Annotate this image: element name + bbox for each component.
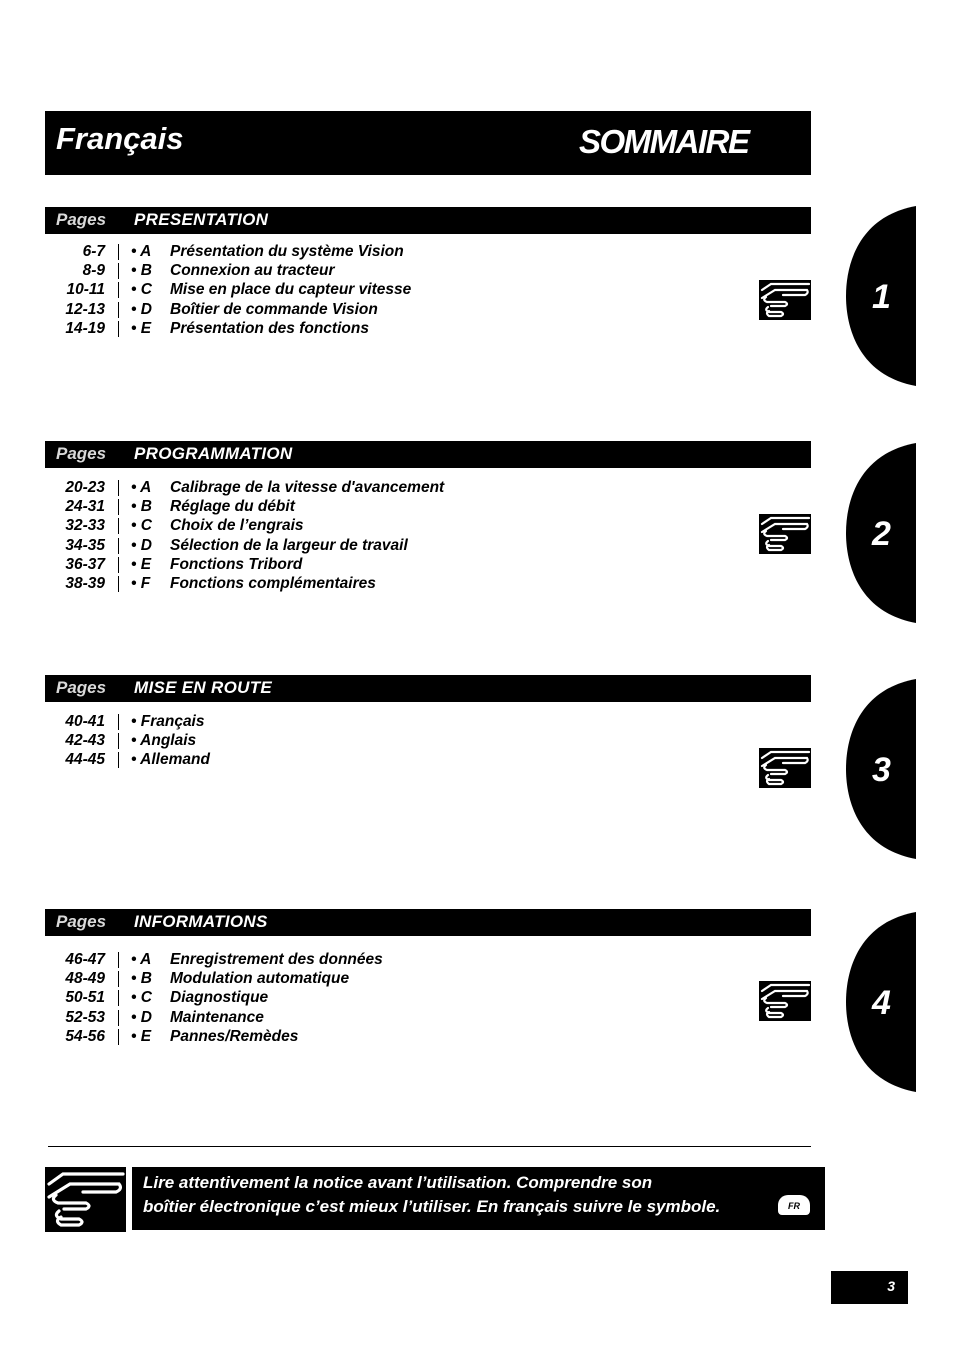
fr-badge: FR xyxy=(778,1195,810,1215)
section-bar-programmation xyxy=(45,441,811,468)
tab-number: 2 xyxy=(872,515,891,553)
section-list-mise-en-route xyxy=(45,712,745,770)
list-item[interactable]: 32-33 • C Choix de l’engrais xyxy=(65,517,304,535)
list-item[interactable]: 34-35 • D Sélection de la largeur de travail xyxy=(65,536,408,554)
list-item[interactable]: 46-47 • A Enregistrement des données xyxy=(65,951,383,968)
tab-number: 1 xyxy=(872,278,891,316)
section-title: INFORMATIONS xyxy=(134,912,268,931)
section-bar-mise-en-route xyxy=(45,675,811,702)
page-title: SOMMAIRE xyxy=(579,123,749,160)
instruction-note xyxy=(132,1167,825,1230)
list-item[interactable]: 10-11 • C Mise en place du capteur vitesse xyxy=(66,281,412,299)
pointing-hand-icon xyxy=(759,748,811,788)
tab-number: 3 xyxy=(872,751,891,789)
pages-label: Pages xyxy=(56,444,107,463)
list-item[interactable]: 14-19 • E Présentation des fonctions xyxy=(65,319,369,337)
section-title: PRESENTATION xyxy=(134,210,269,229)
note-line-1: Lire attentivement la notice avant l’utilisation. Comprendre son xyxy=(143,1173,653,1192)
section-bar-informations xyxy=(45,909,811,936)
list-item[interactable]: 48-49 • B Modulation automatique xyxy=(65,970,350,988)
pages-label: Pages xyxy=(56,210,107,229)
list-item[interactable]: 24-31 • B Réglage du débit xyxy=(65,498,295,516)
pointing-hand-icon xyxy=(45,1167,126,1232)
list-item[interactable]: 40-41 • Français xyxy=(65,713,205,730)
section-title: PROGRAMMATION xyxy=(134,444,293,463)
list-item[interactable]: 54-56 • E Pannes/Remèdes xyxy=(65,1027,299,1045)
list-item[interactable]: 44-45 • Allemand xyxy=(65,751,210,769)
divider xyxy=(48,1146,811,1147)
note-line-2: boîtier électronique c’est mieux l’utiliser. En français suivre le symbole. xyxy=(143,1197,721,1216)
list-item[interactable]: 12-13 • D Boîtier de commande Vision xyxy=(65,300,378,318)
list-item[interactable]: 50-51 • C Diagnostique xyxy=(65,989,269,1007)
list-item[interactable]: 38-39 • F Fonctions complémentaires xyxy=(65,574,376,592)
section-list-presentation xyxy=(45,242,745,338)
list-item[interactable]: 42-43 • Anglais xyxy=(65,732,197,750)
pointing-hand-icon xyxy=(759,981,811,1021)
list-item[interactable]: 20-23 • A Calibrage de la vitesse d'avancement xyxy=(65,479,445,496)
section-bar-presentation xyxy=(45,207,811,234)
tab-number: 4 xyxy=(872,984,891,1022)
section-list-informations xyxy=(45,950,745,1046)
pages-label: Pages xyxy=(56,912,107,931)
header-band xyxy=(45,111,811,175)
list-item[interactable]: 6-7 • A Présentation du système Vision xyxy=(82,243,404,260)
page-number: 3 xyxy=(887,1278,895,1294)
list-item[interactable]: 36-37 • E Fonctions Tribord xyxy=(65,555,303,573)
pages-label: Pages xyxy=(56,678,107,697)
list-item[interactable]: 52-53 • D Maintenance xyxy=(65,1008,264,1026)
pointing-hand-icon xyxy=(759,280,811,320)
page-number-box xyxy=(831,1271,908,1304)
section-title: MISE EN ROUTE xyxy=(134,678,273,697)
section-list-programmation xyxy=(45,478,745,593)
list-item[interactable]: 8-9 • B Connexion au tracteur xyxy=(82,262,335,280)
language-title: Français xyxy=(56,121,184,156)
pointing-hand-icon xyxy=(759,514,811,554)
